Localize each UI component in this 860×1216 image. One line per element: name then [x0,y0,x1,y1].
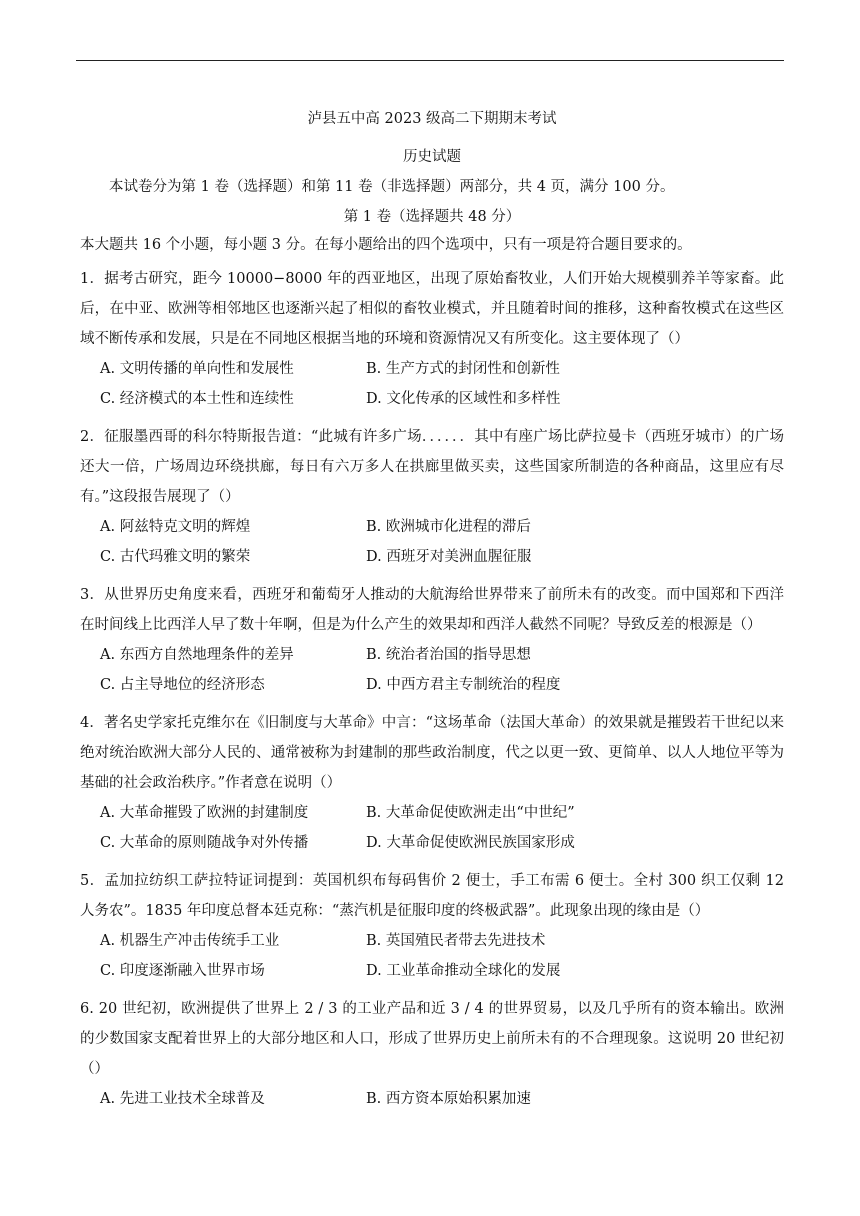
option-a[interactable]: A. 先进工业技术全球普及 [100,1091,265,1107]
question-stem: 4．著名史学家托克维尔在《旧制度与大革命》中言：“这场革命（法国大革命）的效果就是摧毁若干世纪以来绝对统治欧洲大部分人民的、通常被称为封建制的那些政治制度，代之以更一致、更简单、以人人地位平等为基础的社会政治秩序。”作者意在说明（） [80,715,784,791]
question-stem: 6. 20 世纪初，欧洲提供了世界上 2 / 3 的工业产品和近 3 / 4 的世界贸易，以及几乎所有的资本输出。欧洲的少数国家支配着世界上的大部分地区和人口，形成了世界历史上前所未有的不合理现象。这说明 20 世纪初（） [80,1001,784,1077]
option-a[interactable]: A. 大革命摧毁了欧洲的封建制度 [100,805,309,821]
exam-title: 泸县五中高 2023 级高二下期期末考试 [307,111,557,127]
option-list [80,640,784,700]
question-3 [80,580,784,700]
header-rule [76,60,784,61]
option-b[interactable]: B. 大革命促使欧洲走出“中世纪” [366,805,575,821]
option-a[interactable]: A. 机器生产冲击传统手工业 [100,933,280,949]
option-d[interactable]: D. 工业革命推动全球化的发展 [366,963,561,979]
option-c[interactable]: C. 大革命的原则随战争对外传播 [100,835,309,851]
option-d[interactable]: D. 文化传承的区域性和多样性 [366,391,561,407]
option-b[interactable]: B. 欧洲城市化进程的滞后 [366,519,531,535]
option-list [80,798,784,858]
option-d[interactable]: D. 西班牙对美洲血腥征服 [366,549,532,565]
option-d[interactable]: D. 中西方君主专制统治的程度 [366,677,561,693]
question-stem: 3．从世界历史角度来看，西班牙和葡萄牙人推动的大航海给世界带来了前所未有的改变。而中国郑和下西洋在时间线上比西洋人早了数十年啊，但是为什么产生的效果却和西洋人截然不同呢？导致反差的根源是（） [80,587,784,633]
option-a[interactable]: A. 阿兹特克文明的辉煌 [100,519,251,535]
question-4 [80,708,784,858]
question-6 [80,994,784,1114]
option-c[interactable]: C. 古代玛雅文明的繁荣 [100,549,251,565]
option-b[interactable]: B. 西方资本原始积累加速 [366,1091,531,1107]
question-5 [80,866,784,986]
option-c[interactable]: C. 经济模式的本土性和连续性 [100,391,294,407]
part-heading: 第 1 卷（选择题共 48 分） [343,209,521,225]
question-1 [80,264,784,414]
exam-subtitle: 历史试题 [403,149,461,165]
exam-intro: 本试卷分为第 1 卷（选择题）和第 11 卷（非选择题）两部分，共 4 页，满分 100 分。 [109,179,675,195]
option-d[interactable]: D. 大革命促使欧洲民族国家形成 [366,835,575,851]
option-list [80,512,784,572]
question-2 [80,422,784,572]
option-list [80,1084,784,1114]
option-b[interactable]: B. 统治者治国的指导思想 [366,647,531,663]
section-instruction: 本大题共 16 个小题，每小题 3 分。在每小题给出的四个选项中，只有一项是符合题目要求的。 [80,237,692,253]
option-b[interactable]: B. 生产方式的封闭性和创新性 [366,361,560,377]
question-stem: 1．据考古研究，距今 10000−8000 年的西亚地区，出现了原始畜牧业，人们开始大规模驯养羊等家畜。此后，在中亚、欧洲等相邻地区也逐渐兴起了相似的畜牧业模式，并且随着时间的推移，这种畜牧模式在这些区域不断传承和发展，只是在不同地区根据当地的环境和资源情况又有所变化。这主要体现了（） [80,271,784,347]
option-list [80,926,784,986]
option-b[interactable]: B. 英国殖民者带去先进技术 [366,933,546,949]
question-stem: 5．孟加拉纺织工萨拉特证词提到：英国机织布每码售价 2 便士，手工布需 6 便士。全村 300 织工仅剩 12 人务农”。1835 年印度总督本廷克称：“蒸汽机是征服印度的终极武器”。此现象出现的缘由是（） [80,873,784,919]
option-c[interactable]: C. 占主导地位的经济形态 [100,677,265,693]
exam-page [80,98,784,1114]
option-c[interactable]: C. 印度逐渐融入世界市场 [100,963,265,979]
option-a[interactable]: A. 文明传播的单向性和发展性 [100,361,294,377]
option-list [80,354,784,414]
question-stem: 2．征服墨西哥的科尔特斯报告道：“此城有许多广场．．．．．．其中有座广场比萨拉曼卡（西班牙城市）的广场还大一倍，广场周边环绕拱廊，每日有六万多人在拱廊里做买卖，这些国家所制造的各种商品，这里应有尽有。”这段报告展现了（） [80,429,784,505]
option-a[interactable]: A. 东西方自然地理条件的差异 [100,647,294,663]
